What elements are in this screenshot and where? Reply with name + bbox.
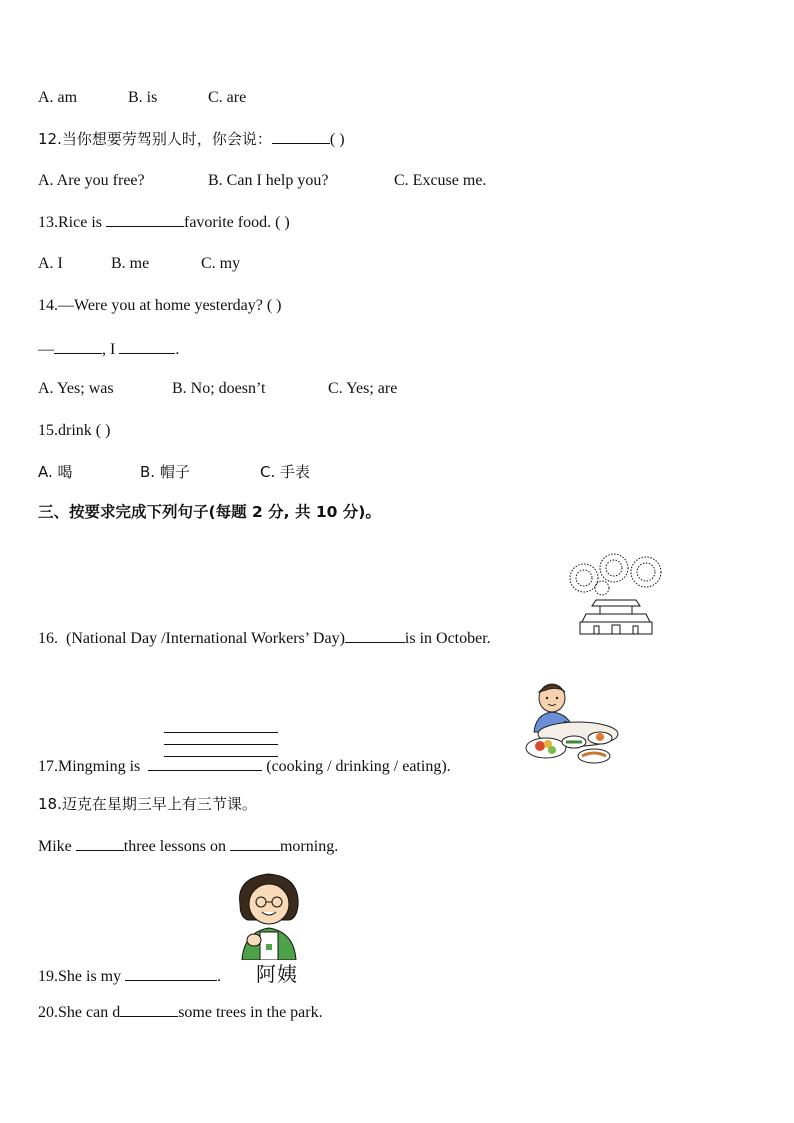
q14-option-c: C. Yes; are (328, 380, 398, 397)
q15-option-b: B. 帽子 (140, 463, 190, 481)
q13-option-c: C. my (201, 255, 241, 272)
answer-line[interactable] (164, 732, 278, 733)
q11-option-a: A. am (38, 89, 78, 106)
boy-eating-picture (516, 676, 622, 768)
answer-blank[interactable] (76, 836, 124, 851)
q13-option-b: B. me (111, 255, 150, 272)
q19-end: . (217, 968, 222, 985)
q14-end: . (175, 341, 180, 358)
q13-question (38, 212, 290, 233)
q14-option-b: B. No; doesn’t (172, 380, 266, 397)
q16-number: 16. (38, 630, 58, 647)
section-heading: 三、按要求完成下列句子(每题 2 分, 共 10 分)。 (38, 503, 381, 521)
tiananmen-fireworks-picture (566, 550, 666, 636)
q19-question (38, 966, 221, 987)
answer-blank[interactable] (125, 966, 217, 981)
q12-stem: 12.当你想要劳驾别人时，你会说： (38, 130, 272, 148)
answer-blank[interactable] (54, 339, 102, 354)
q20-post: some trees in the park. (178, 1004, 323, 1021)
q16-post: is in October. (404, 630, 491, 647)
q11-option-b: B. is (128, 89, 158, 106)
answer-blank[interactable] (120, 1002, 178, 1017)
q12-option-b: B. Can I help you? (208, 172, 329, 189)
q14-question: 14.—Were you at home yesterday? ( ) (38, 297, 282, 314)
q18-question: 18.迈克在星期三早上有三节课。 (38, 795, 257, 813)
q18-w1: Mike (38, 838, 76, 855)
q15-option-c: C. 手表 (260, 463, 311, 481)
q20-pre: 20.She can d (38, 1004, 121, 1021)
q18-w3: morning. (279, 838, 339, 855)
q12-option-c: C. Excuse me. (394, 172, 487, 189)
q16-question (38, 628, 491, 649)
answer-blank[interactable] (272, 129, 330, 144)
q18-w2: three lessons on (123, 838, 230, 855)
q14-dash: — (38, 341, 54, 358)
answer-line[interactable] (164, 744, 278, 745)
q15-option-a: A. 喝 (38, 463, 73, 481)
q13-option-a: A. I (38, 255, 63, 272)
q18-answer-line (38, 836, 338, 857)
q12-option-a: A. Are you free? (38, 172, 145, 189)
q19-pre: 19.She is my (38, 968, 126, 985)
q11-option-c: C. are (208, 89, 247, 106)
answer-blank[interactable] (148, 756, 262, 771)
answer-blank[interactable] (119, 339, 175, 354)
q17-post: (cooking / drinking / eating). (266, 758, 451, 775)
q14-mid: , I (102, 341, 120, 358)
q12-paren: ( ) (329, 131, 345, 148)
answer-blank[interactable] (345, 628, 405, 643)
q17-pre: 17.Mingming is (38, 758, 141, 775)
q20-question (38, 1002, 323, 1023)
aunt-picture (234, 870, 306, 960)
aunt-label: 阿姨 (256, 962, 298, 986)
q16-choices: (National Day /International Workers’ Day) (66, 630, 345, 647)
q17-question (38, 756, 451, 777)
q14-option-a: A. Yes; was (38, 380, 114, 397)
q15-question: 15.drink ( ) (38, 422, 111, 439)
q13-pre: 13.Rice is (38, 214, 106, 231)
answer-blank[interactable] (106, 212, 184, 227)
answer-blank[interactable] (230, 836, 280, 851)
q14-answer-line (38, 339, 179, 360)
q13-post: favorite food. ( ) (184, 214, 290, 231)
q12-question (38, 129, 345, 150)
